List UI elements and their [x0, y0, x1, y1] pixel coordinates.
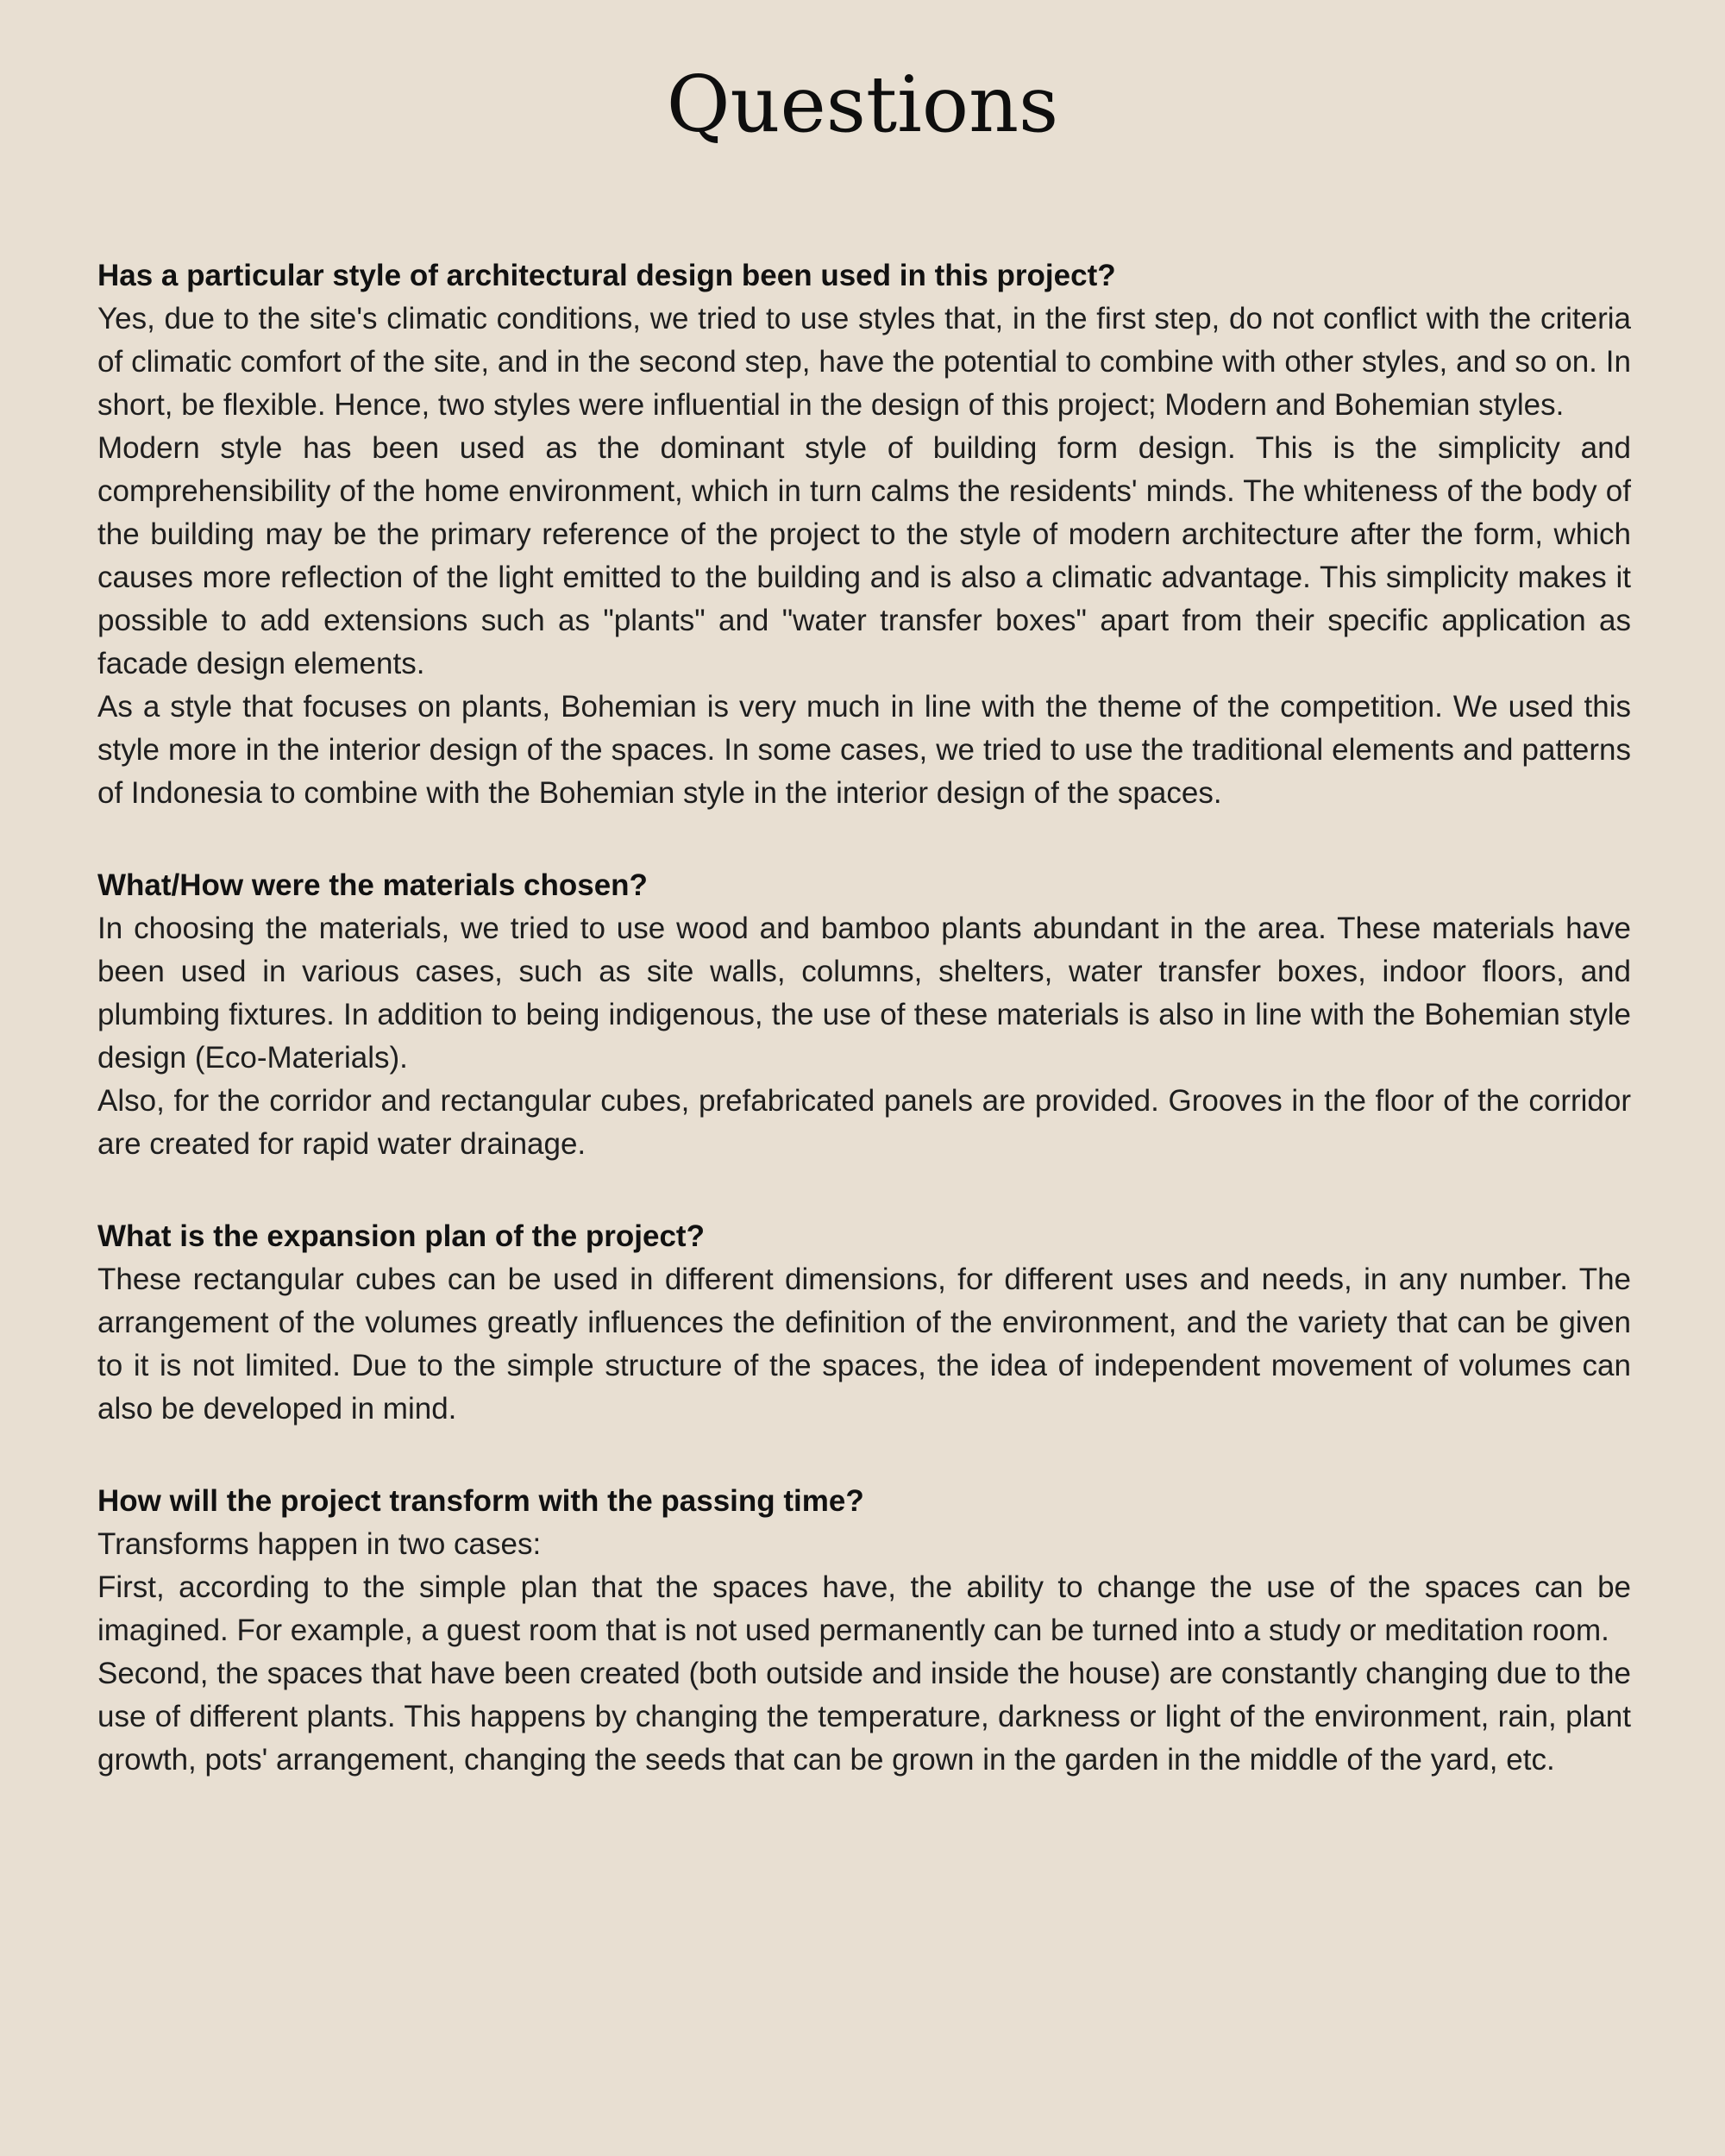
- page-title: Questions: [666, 60, 1059, 150]
- answer-paragraph: Also, for the corridor and rectangular cubes, prefabricated panels are provided. Grooves in the floor of the corridor are created for rapid water drainage.: [97, 1084, 1631, 1161]
- question-heading: How will the project transform with the passing time?: [97, 1484, 864, 1518]
- answer-paragraph: These rectangular cubes can be used in different dimensions, for different uses and needs, in any number. The arrangement of the volumes greatly influences the definition of the environment, and the variety that can be given to it is not limited. Due to the simple structure of the spaces, the idea of independent movement of volumes can also be developed in mind.: [97, 1263, 1631, 1426]
- answer-paragraph: Second, the spaces that have been created (both outside and inside the house) are constantly changing due to the use of different plants. This happens by changing the temperature, darkness or light of the environment, rain, plant growth, pots' arrangement, changing the seeds that can be grown in the garden in the middle of the yard, etc.: [97, 1657, 1631, 1777]
- answer-paragraph: In choosing the materials, we tried to use wood and bamboo plants abundant in the area. These materials have been used in various cases, such as site walls, columns, shelters, water transfer boxes, indoor floors, and plumbing fixtures. In addition to being indigenous, the use of these materials is also in line with the Bohemian style design (Eco-Materials).: [97, 912, 1631, 1075]
- answer-paragraph: Yes, due to the site's climatic conditions, we tried to use styles that, in the first step, do not conflict with the criteria of climatic comfort of the site, and in the second step, have the potential to combine with other styles, and so on. In short, be flexible. Hence, two styles were influential in the design of this project; Modern and Bohemian styles.: [97, 302, 1631, 422]
- qa-content: [97, 254, 1631, 1831]
- answer-paragraph: As a style that focuses on plants, Bohemian is very much in line with the theme of the competition. We used this style more in the interior design of the spaces. In some cases, we tried to use the traditional elements and patterns of Indonesia to combine with the Bohemian style in the interior design of the spaces.: [97, 690, 1631, 810]
- qa-section-expansion-plan: [97, 1215, 1631, 1431]
- qa-section-materials: [97, 864, 1631, 1166]
- question-heading: What/How were the materials chosen?: [97, 868, 648, 902]
- qa-section-transformation: [97, 1480, 1631, 1782]
- question-heading: What is the expansion plan of the project?: [97, 1219, 705, 1253]
- qa-section-architectural-style: [97, 254, 1631, 815]
- answer-paragraph: Transforms happen in two cases:: [97, 1527, 542, 1561]
- question-heading: Has a particular style of architectural design been used in this project?: [97, 259, 1116, 292]
- answer-paragraph: First, according to the simple plan that the spaces have, the ability to change the use of the spaces can be imagined. For example, a guest room that is not used permanently can be turned into a study or meditation room.: [97, 1570, 1631, 1647]
- answer-paragraph: Modern style has been used as the dominant style of building form design. This is the simplicity and comprehensibility of the home environment, which in turn calms the residents' minds. The whiteness of the body of the building may be the primary reference of the project to the style of modern architecture after the form, which causes more reflection of the light emitted to the building and is also a climatic advantage. This simplicity makes it possible to add extensions such as "plants" and "water transfer boxes" apart from their specific application as facade design elements.: [97, 431, 1631, 680]
